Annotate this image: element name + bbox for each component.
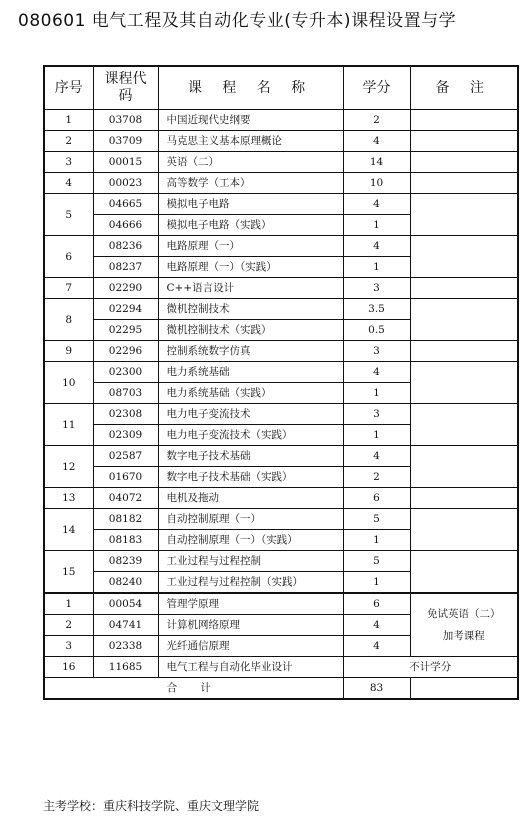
course-credit: 1 [343,530,410,551]
course-name: 管理学原理 [158,593,343,615]
course-note [410,488,518,509]
course-name: 模拟电子电路 [158,194,343,215]
course-code: 08703 [93,383,158,404]
course-name: C++语言设计 [158,278,343,299]
course-note [410,404,518,446]
course-note [410,152,518,173]
course-credit: 2 [343,110,410,131]
course-code: 01670 [93,467,158,488]
course-code: 08183 [93,530,158,551]
header-code: 课程代码 [93,66,158,110]
course-credit: 4 [343,615,410,636]
course-code: 04741 [93,615,158,636]
course-credit: 3 [343,278,410,299]
course-name: 自动控制原理（一）（实践） [158,530,343,551]
course-seq: 11 [44,404,93,446]
total-note [410,678,518,700]
course-code: 02296 [93,341,158,362]
course-seq: 1 [44,110,93,131]
course-name: 英语（二） [158,152,343,173]
course-note [410,110,518,131]
thesis-note: 不计学分 [343,657,518,678]
course-note [410,173,518,194]
course-code: 00023 [93,173,158,194]
course-name: 微机控制技术（实践） [158,320,343,341]
course-seq: 3 [44,636,93,657]
table-row [44,446,518,467]
course-code: 03708 [93,110,158,131]
course-credit: 4 [343,636,410,657]
course-seq: 5 [44,194,93,236]
course-code: 08240 [93,572,158,594]
course-credit: 1 [343,425,410,446]
thesis-row [44,657,518,678]
elective-note: 免试英语（二）加考课程 [410,593,518,657]
table-row [44,299,518,320]
table-header [44,66,518,110]
course-credit: 1 [343,215,410,236]
course-seq: 10 [44,362,93,404]
total-credit: 83 [343,678,410,700]
course-code: 02587 [93,446,158,467]
header-note: 备 注 [410,66,518,110]
table-row [44,173,518,194]
course-credit: 1 [343,383,410,404]
table-row [44,152,518,173]
course-note [410,341,518,362]
header-seq: 序号 [44,66,93,110]
course-name: 中国近现代史纲要 [158,110,343,131]
course-name: 电路原理（一）（实践） [158,257,343,278]
course-seq: 15 [44,551,93,594]
course-code: 04665 [93,194,158,215]
course-credit: 6 [343,488,410,509]
course-credit: 6 [343,593,410,615]
course-credit: 10 [343,173,410,194]
table-row [44,362,518,383]
course-note [410,551,518,594]
course-credit: 5 [343,509,410,530]
elective-row [44,593,518,615]
course-credit: 4 [343,131,410,152]
course-name: 数字电子技术基础（实践） [158,467,343,488]
course-seq: 16 [44,657,93,678]
course-credit: 0.5 [343,320,410,341]
total-label: 合 计 [44,678,343,700]
course-code: 02338 [93,636,158,657]
course-credit: 5 [343,551,410,572]
course-seq: 3 [44,152,93,173]
course-name: 模拟电子电路（实践） [158,215,343,236]
table-row [44,278,518,299]
course-table [43,65,519,700]
course-code: 04072 [93,488,158,509]
course-credit: 3 [343,341,410,362]
course-note [410,446,518,488]
table-row [44,404,518,425]
table-row [44,341,518,362]
course-seq: 1 [44,593,93,615]
course-credit: 4 [343,446,410,467]
course-note [410,509,518,551]
course-note [410,194,518,236]
course-name: 电路原理（一） [158,236,343,257]
course-name: 微机控制技术 [158,299,343,320]
course-seq: 13 [44,488,93,509]
course-code: 08239 [93,551,158,572]
course-note [410,236,518,278]
course-name: 电气工程与自动化毕业设计 [158,657,343,678]
course-code: 02300 [93,362,158,383]
course-code: 08237 [93,257,158,278]
exam-schools: 主考学校：重庆科技学院、重庆文理学院 [43,799,260,813]
course-code: 08236 [93,236,158,257]
course-credit: 2 [343,467,410,488]
table-row [44,551,518,572]
table-row [44,194,518,215]
course-credit: 1 [343,572,410,594]
table-row [44,236,518,257]
course-name: 电力系统基础（实践） [158,383,343,404]
course-code: 11685 [93,657,158,678]
course-seq: 6 [44,236,93,278]
course-note [410,278,518,299]
course-credit: 14 [343,152,410,173]
course-seq: 8 [44,299,93,341]
course-credit: 4 [343,236,410,257]
course-seq: 4 [44,173,93,194]
course-name: 工业过程与过程控制 [158,551,343,572]
course-name: 计算机网络原理 [158,615,343,636]
course-code: 04666 [93,215,158,236]
course-credit: 3.5 [343,299,410,320]
course-name: 马克思主义基本原理概论 [158,131,343,152]
course-seq: 2 [44,615,93,636]
table-row [44,110,518,131]
course-credit: 4 [343,362,410,383]
course-code: 02308 [93,404,158,425]
course-seq: 14 [44,509,93,551]
course-seq: 12 [44,446,93,488]
course-code: 02294 [93,299,158,320]
course-name: 电力电子变流技术（实践） [158,425,343,446]
page-title: 080601 电气工程及其自动化专业(专升本)课程设置与学 [18,11,457,31]
course-name: 电机及拖动 [158,488,343,509]
course-code: 02295 [93,320,158,341]
course-code: 02290 [93,278,158,299]
header-name: 课 程 名 称 [158,66,343,110]
course-name: 光纤通信原理 [158,636,343,657]
course-code: 00054 [93,593,158,615]
course-code: 03709 [93,131,158,152]
course-credit: 3 [343,404,410,425]
total-row [44,678,518,700]
header-credit: 学分 [343,66,410,110]
course-credit: 1 [343,257,410,278]
course-note [410,131,518,152]
course-name: 工业过程与过程控制（实践） [158,572,343,594]
course-code: 08182 [93,509,158,530]
course-note [410,299,518,341]
course-name: 高等数学（工本） [158,173,343,194]
table-row [44,488,518,509]
course-seq: 7 [44,278,93,299]
course-name: 数字电子技术基础 [158,446,343,467]
course-name: 自动控制原理（一） [158,509,343,530]
table-row [44,509,518,530]
course-seq: 2 [44,131,93,152]
course-code: 02309 [93,425,158,446]
course-name: 控制系统数字仿真 [158,341,343,362]
course-credit: 4 [343,194,410,215]
course-seq: 9 [44,341,93,362]
course-name: 电力电子变流技术 [158,404,343,425]
course-code: 00015 [93,152,158,173]
table-row [44,131,518,152]
course-name: 电力系统基础 [158,362,343,383]
course-note [410,362,518,404]
